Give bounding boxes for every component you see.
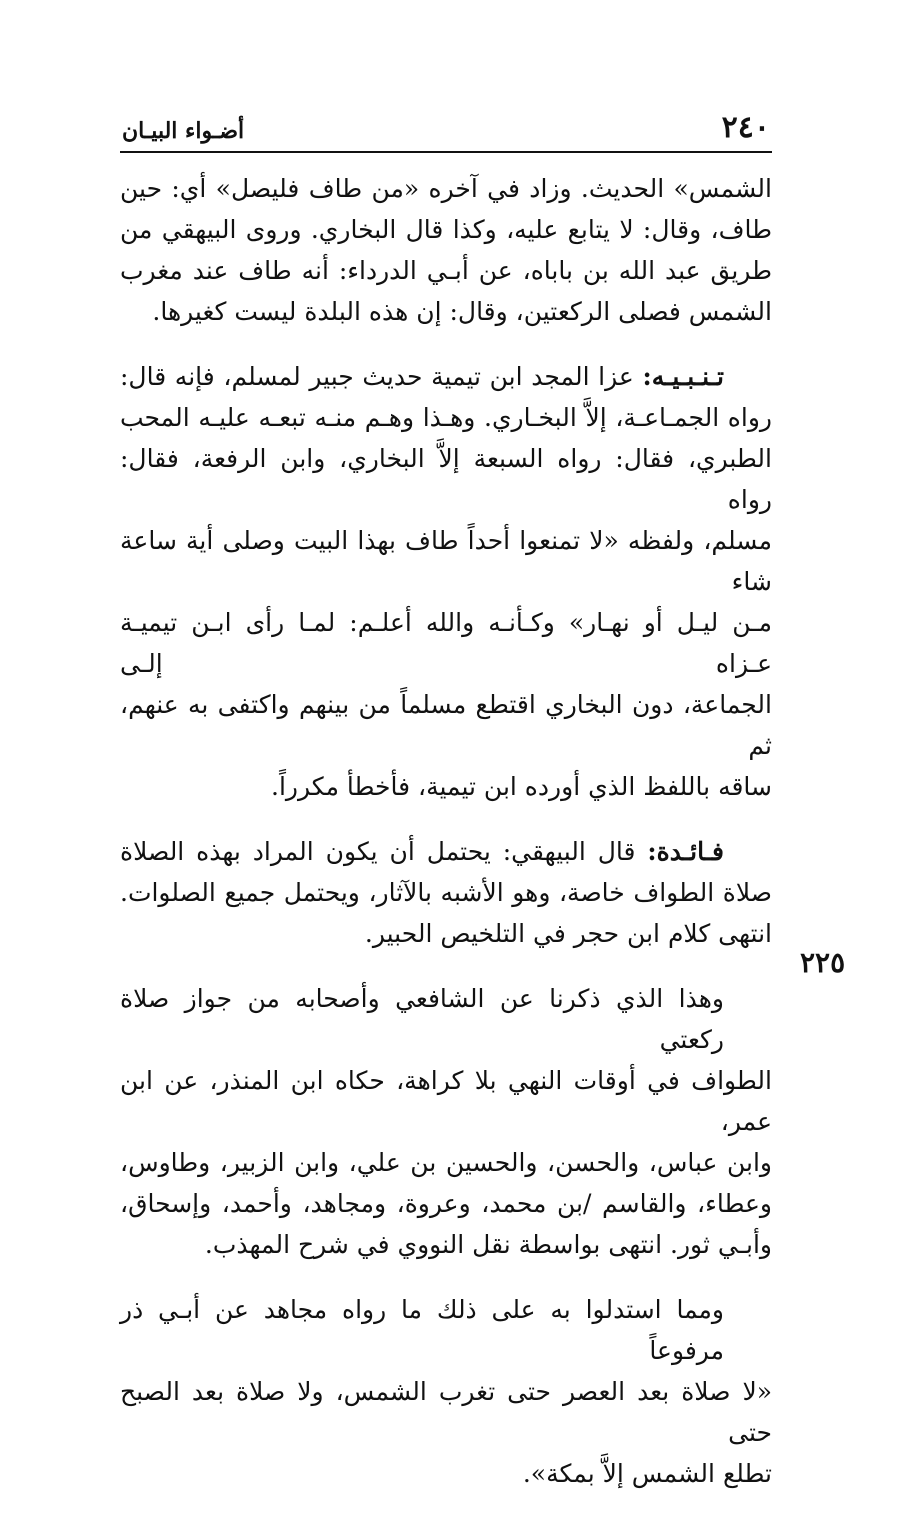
running-header <box>120 105 772 151</box>
text-line: الطواف في أوقات النهي بلا كراهة، حكاه ابن المنذر، عن ابن عمر، <box>120 1066 772 1136</box>
text-line: وابن عباس، والحسن، والحسين بن علي، وابن الزبير، وطاوس، <box>120 1148 772 1177</box>
text-line: الجماعة، دون البخاري اقتطع مسلماً من بينهم واكتفى به عنهم، ثم <box>120 690 772 760</box>
text-line: تطلع الشمس إلاَّ بمكة». <box>522 1459 772 1488</box>
text-line: الطبري، فقال: رواه السبعة إلاَّ البخاري، وابن الرفعة، فقال: رواه <box>120 444 772 514</box>
text-line: ساقه باللفظ الذي أورده ابن تيمية، فأخطأ مكرراً. <box>271 772 772 801</box>
text-line: مسلم، ولفظه «لا تمنعوا أحداً طاف بهذا البيت وصلى أية ساعة شاء <box>120 526 772 596</box>
text-line-rest: قال البيهقي: يحتمل أن يكون المراد بهذه الصلاة <box>120 837 648 866</box>
text-line: وعطاء، والقاسم /بن محمد، وعروة، ومجاهد، وأحمد، وإسحاق، <box>120 1189 772 1218</box>
text-line: «لا صلاة بعد العصر حتى تغرب الشمس، ولا صلاة بعد الصبح حتى <box>120 1377 772 1447</box>
text-line <box>120 356 772 397</box>
text-line: ومما استدلوا به على ذلك ما رواه مجاهد عن أبـي ذر مرفوعاً <box>120 1295 724 1365</box>
book-title: أضـواء البيـان <box>122 118 245 144</box>
page-number: ٢٤٠ <box>721 110 770 145</box>
paragraph-tanbih <box>120 356 772 807</box>
paragraph-1 <box>120 168 772 332</box>
text-line: وهذا الذي ذكرنا عن الشافعي وأصحابه من جواز صلاة ركعتي <box>120 984 724 1054</box>
text-line <box>120 831 772 872</box>
text-line: رواه الجمـاعـة، إلاَّ البخـاري. وهـذا وهـم منـه تبعـه عليـه المحب <box>120 403 772 432</box>
text-line: صلاة الطواف خاصة، وهو الأشبه بالآثار، ويحتمل جميع الصلوات. <box>120 878 772 907</box>
paragraph-5 <box>120 1289 772 1494</box>
text-line: مـن ليـل أو نهـار» وكـأنـه والله أعلـم: لمـا رأى ابـن تيميـة عـزاه إلـى <box>120 608 772 678</box>
text-line: الشمس فصلى الركعتين، وقال: إن هذه البلدة ليست كغيرها. <box>152 297 772 326</box>
text-line: طريق عبد الله بن باباه، عن أبـي الدرداء: أنه طاف عند مغرب <box>120 256 772 285</box>
margin-page-number: ٢٢٥ <box>800 946 846 979</box>
body-text <box>120 168 772 1518</box>
paragraph-4 <box>120 978 772 1265</box>
tanbih-heading: تـنـبـيـه: <box>642 362 724 391</box>
faida-heading: فـائـدة: <box>647 837 724 866</box>
text-line: وأبـي ثور. انتهى بواسطة نقل النووي في شرح المهذب. <box>204 1230 772 1259</box>
text-line: انتهى كلام ابن حجر في التلخيص الحبير. <box>364 919 772 948</box>
text-line-rest: عزا المجد ابن تيمية حديث جبير لمسلم، فإنه قال: <box>120 362 643 391</box>
paragraph-faida <box>120 831 772 954</box>
header-divider <box>120 151 772 153</box>
text-line: الشمس» الحديث. وزاد في آخره «من طاف فليصل» أي: حين <box>120 174 772 203</box>
text-line: طاف، وقال: لا يتابع عليه، وكذا قال البخاري. وروى البيهقي من <box>120 215 772 244</box>
